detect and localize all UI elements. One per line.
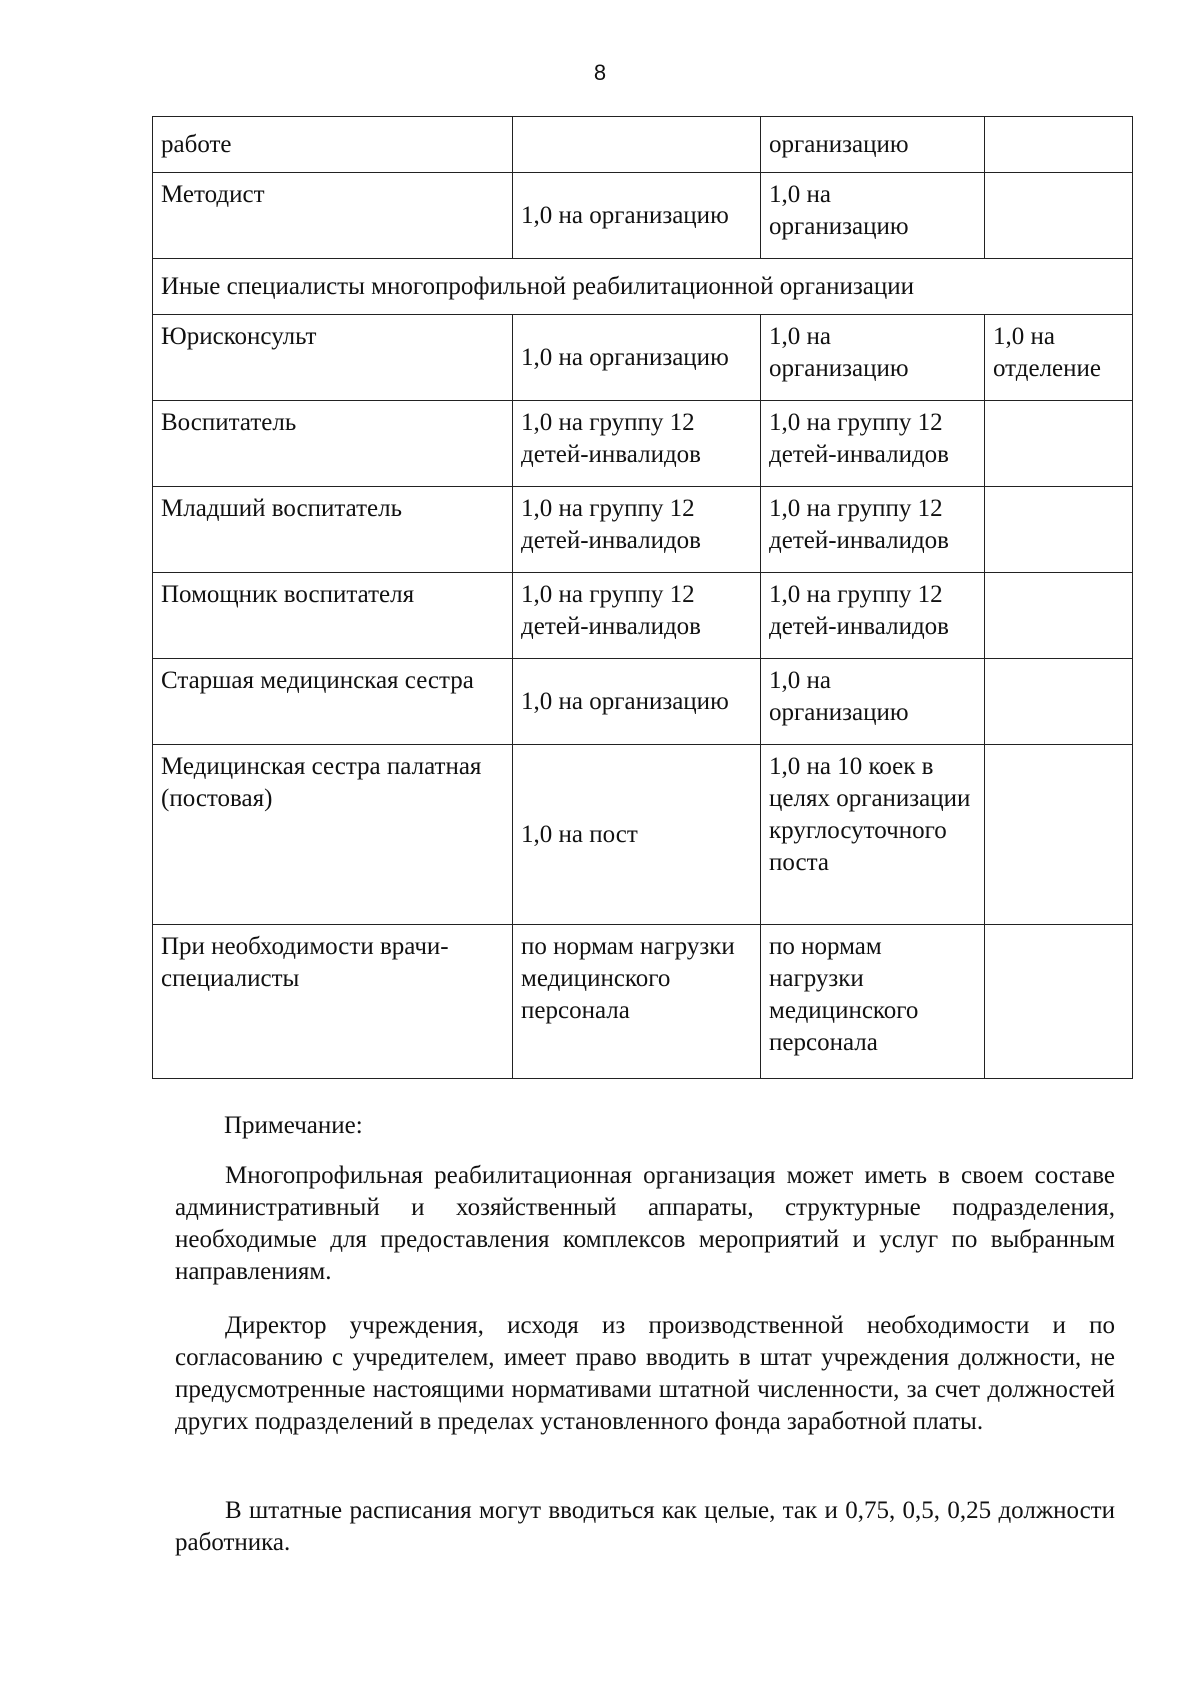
norm-cell: 1,0 на группу 12 детей-инвалидов xyxy=(761,573,985,659)
position-cell: работе xyxy=(153,117,513,173)
section-heading: Иные специалисты многопрофильной реабилитационной организации xyxy=(153,259,1133,315)
norm-cell: 1,0 на группу 12 детей-инвалидов xyxy=(513,487,761,573)
norm-cell xyxy=(985,173,1133,259)
table-row xyxy=(153,401,1133,487)
norm-cell: по нормам нагрузки медицинского персонала xyxy=(761,925,985,1079)
table-row xyxy=(153,173,1133,259)
norm-cell: 1,0 на группу 12 детей-инвалидов xyxy=(513,573,761,659)
norm-cell: 1,0 на отделение xyxy=(985,315,1133,401)
table-row xyxy=(153,315,1133,401)
position-cell: Младший воспитатель xyxy=(153,487,513,573)
note-paragraph: Многопрофильная реабилитационная организация может иметь в своем составе административный и хозяйственный аппараты, структурные подразделения, необходимые для предоставления комплексов мероприятий и услуг по выбранным направлениям. xyxy=(175,1162,1115,1285)
norm-cell xyxy=(985,925,1133,1079)
table-row xyxy=(153,659,1133,745)
norm-cell xyxy=(985,659,1133,745)
table-row xyxy=(153,745,1133,925)
position-cell: Методист xyxy=(153,173,513,259)
note-title: Примечание: xyxy=(224,1112,363,1139)
table-row xyxy=(153,573,1133,659)
table-section-row xyxy=(153,259,1133,315)
norm-cell: 1,0 на группу 12 детей-инвалидов xyxy=(761,401,985,487)
position-cell: Старшая медицинская сестра xyxy=(153,659,513,745)
norm-cell: организацию xyxy=(761,117,985,173)
norm-cell: 1,0 на группу 12 детей-инвалидов xyxy=(513,401,761,487)
norm-cell: 1,0 на пост xyxy=(513,745,761,925)
position-cell: При необходимости врачи-специалисты xyxy=(153,925,513,1079)
norm-cell: 1,0 на организацию xyxy=(513,659,761,745)
norm-cell: 1,0 на организацию xyxy=(513,315,761,401)
page-number: 8 xyxy=(593,60,607,85)
norm-cell xyxy=(985,573,1133,659)
norm-cell: 1,0 на организацию xyxy=(761,173,985,259)
position-cell: Медицинская сестра палатная (постовая) xyxy=(153,745,513,925)
norm-cell xyxy=(985,745,1133,925)
norm-cell: 1,0 на организацию xyxy=(513,173,761,259)
table-row xyxy=(153,487,1133,573)
norm-cell: 1,0 на организацию xyxy=(761,315,985,401)
norm-cell: по нормам нагрузки медицинского персонала xyxy=(513,925,761,1079)
staffing-table xyxy=(152,116,1133,1079)
table-row xyxy=(153,925,1133,1079)
note-paragraph: Директор учреждения, исходя из производственной необходимости и по согласованию с учредителем, имеет право вводить в штат учреждения должности, не предусмотренные настоящими нормативами штатной численности, за счет должностей других подразделений в пределах установленного фонда заработной платы. xyxy=(175,1312,1115,1435)
norm-cell: 1,0 на группу 12 детей-инвалидов xyxy=(761,487,985,573)
note-paragraph: В штатные расписания могут вводиться как целые, так и 0,75, 0,5, 0,25 должности работника. xyxy=(175,1497,1115,1556)
position-cell: Воспитатель xyxy=(153,401,513,487)
norm-cell: 1,0 на организацию xyxy=(761,659,985,745)
norm-cell xyxy=(985,487,1133,573)
norm-cell xyxy=(513,117,761,173)
norm-cell: 1,0 на 10 коек в целях организации круглосуточного поста xyxy=(761,745,985,925)
position-cell: Помощник воспитателя xyxy=(153,573,513,659)
position-cell: Юрисконсульт xyxy=(153,315,513,401)
table-row xyxy=(153,117,1133,173)
norm-cell xyxy=(985,117,1133,173)
norm-cell xyxy=(985,401,1133,487)
